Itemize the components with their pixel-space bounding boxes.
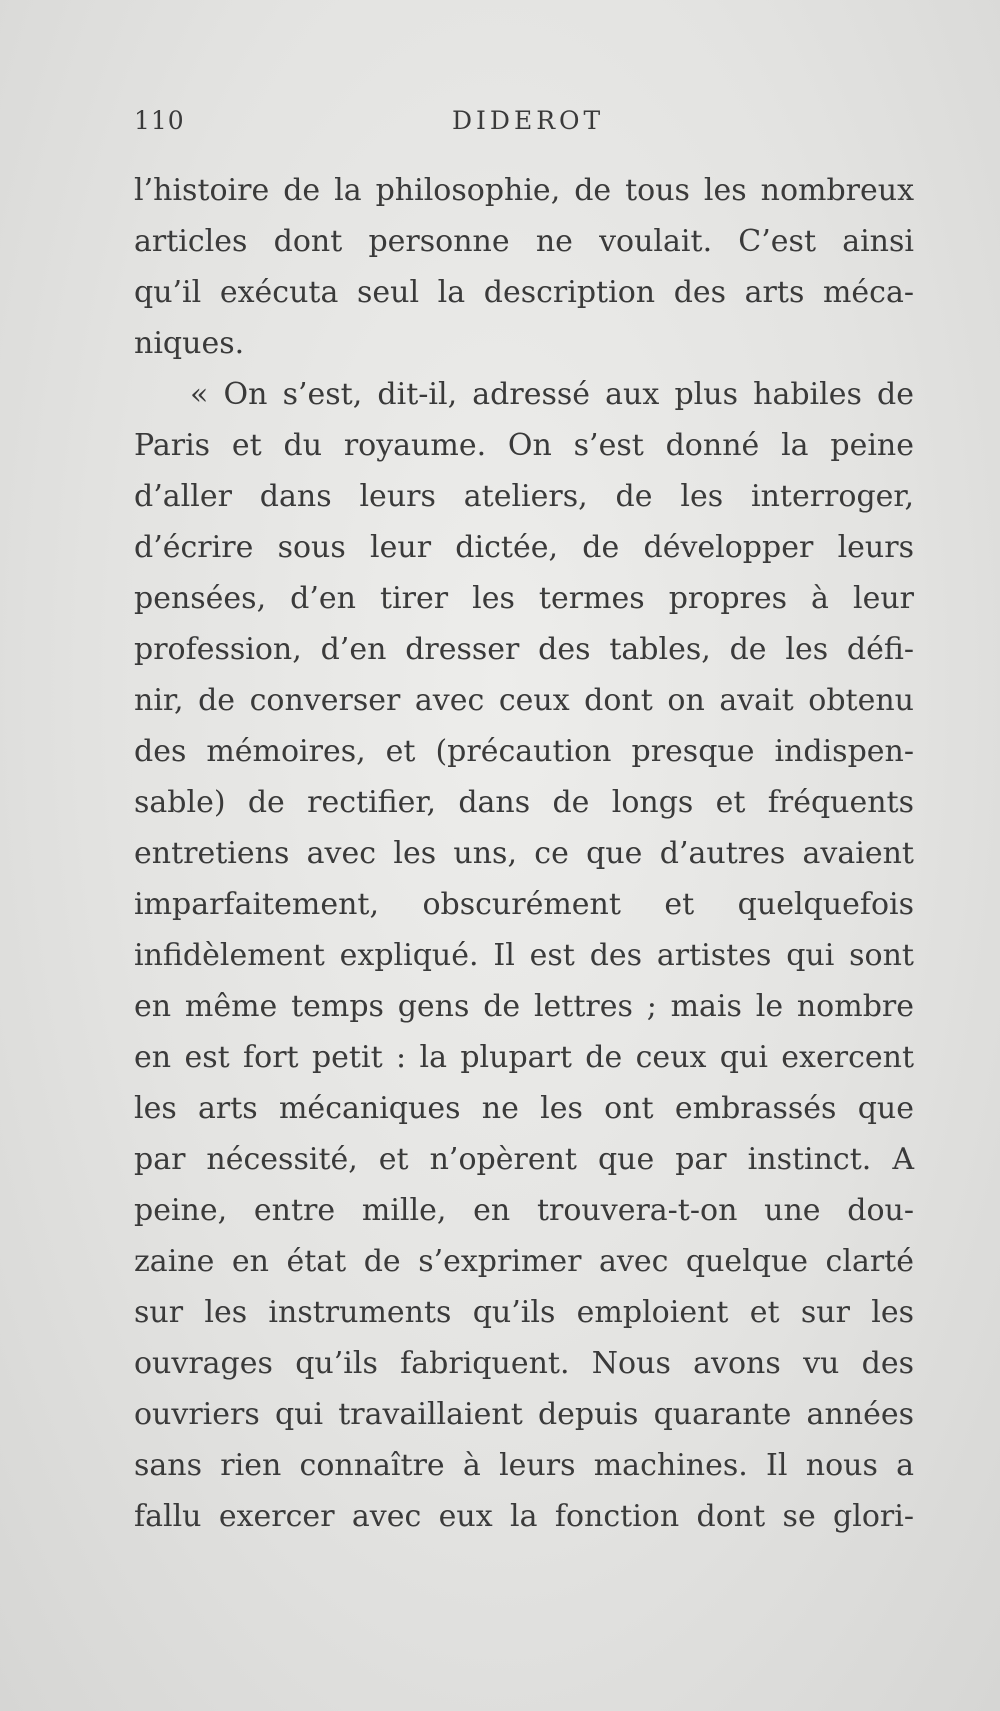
page-header [134,106,914,140]
text-line: infidèlement expliqué. Il est des artistes qui sont [134,938,914,973]
text-line: en est fort petit : la plupart de ceux qui exercent [134,1040,914,1075]
text-line: ouvriers qui travaillaient depuis quarante années [134,1397,914,1432]
text-line: par nécessité, et n’opèrent que par instinct. A [134,1142,914,1177]
text-line: peine, entre mille, en trouvera-t-on une dou- [134,1193,914,1228]
text-line: sur les instruments qu’ils emploient et sur les [134,1295,914,1330]
text-line: niques. [134,326,245,361]
text-line: nir, de converser avec ceux dont on avait obtenu [134,683,914,718]
running-title: DIDEROT [452,106,605,135]
text-line: fallu exercer avec eux la fonction dont se glori- [134,1499,914,1534]
page-number: 110 [134,106,185,135]
text-line: les arts mécaniques ne les ont embrassés que [134,1091,914,1126]
text-line: des mémoires, et (précaution presque indispen- [134,734,914,769]
text-line: Paris et du royaume. On s’est donné la peine [134,428,914,463]
text-line: imparfaitement, obscurément et quelquefois [134,887,914,922]
text-line: articles dont personne ne voulait. C’est ainsi [134,224,914,259]
text-line: zaine en état de s’exprimer avec quelque clarté [134,1244,914,1279]
text-line: « On s’est, dit-il, adressé aux plus habiles de [190,377,914,412]
text-line: d’écrire sous leur dictée, de développer leurs [134,530,914,565]
text-line: profession, d’en dresser des tables, de les défi- [134,632,914,667]
text-line: qu’il exécuta seul la description des arts méca- [134,275,914,310]
text-line: en même temps gens de lettres ; mais le nombre [134,989,914,1024]
text-line: ouvrages qu’ils fabriquent. Nous avons vu des [134,1346,914,1381]
body-text [134,165,914,1542]
text-line: pensées, d’en tirer les termes propres à leur [134,581,914,616]
text-line: sable) de rectifier, dans de longs et fréquents [134,785,914,820]
text-line: entretiens avec les uns, ce que d’autres avaient [134,836,914,871]
text-line: sans rien connaître à leurs machines. Il nous a [134,1448,914,1483]
text-line: d’aller dans leurs ateliers, de les interroger, [134,479,914,514]
text-line: l’histoire de la philosophie, de tous les nombreux [134,173,914,208]
